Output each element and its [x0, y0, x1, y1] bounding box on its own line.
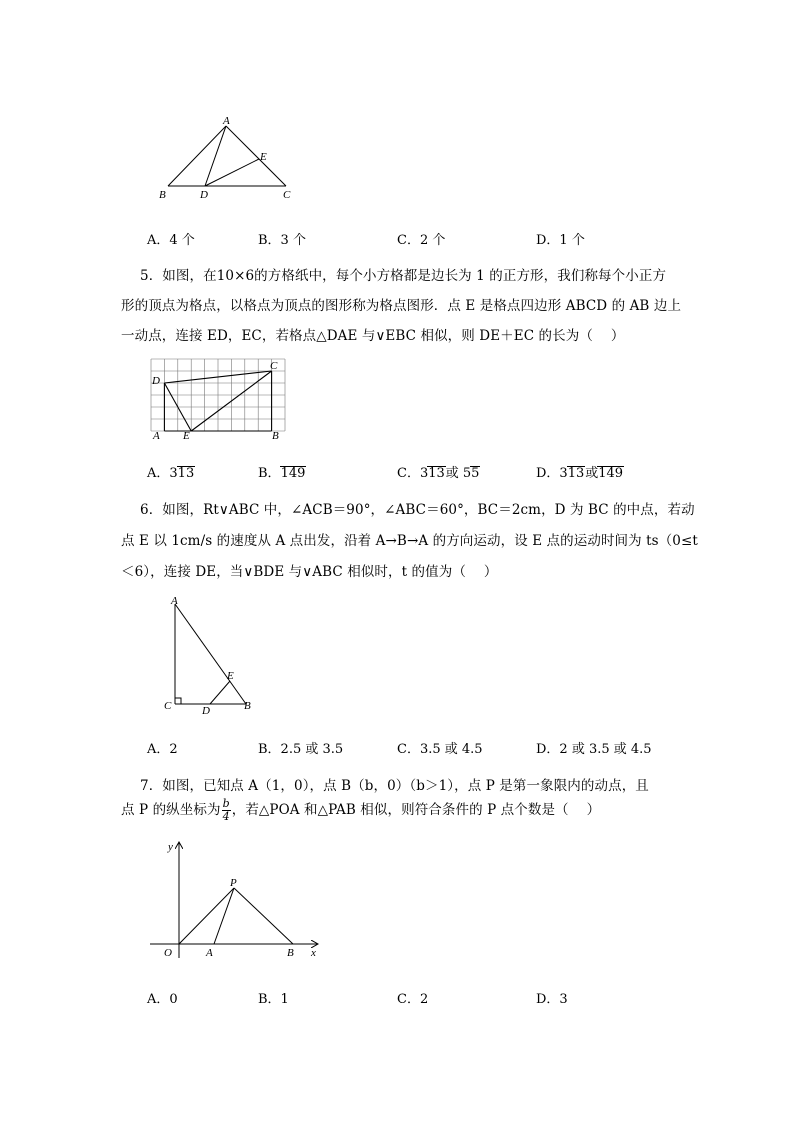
- q5-text-line1: 5．如图，在10×6的方格纸中，每个小方格都是边长为 1 的正方形，我们称每个小正方: [140, 268, 667, 284]
- label-c: C: [164, 700, 172, 712]
- q7-option-d[interactable]: D．3: [536, 992, 568, 1007]
- label-b: B: [287, 947, 294, 959]
- label-y: y: [168, 841, 173, 853]
- label-e: E: [260, 151, 267, 163]
- label-o: O: [164, 947, 172, 959]
- q6-text-line1: 6．如图，Rt∨ABC 中，∠ACB＝90°，∠ABC＝60°，BC＝2cm，D 为 BC 的中点，若动: [140, 502, 695, 518]
- triangle-figure-q4: [150, 112, 310, 204]
- q5-option-d[interactable]: D．313或149: [536, 466, 624, 481]
- q6-option-d[interactable]: D．2 或 3.5 或 4.5: [536, 742, 652, 757]
- segment-ac: [226, 126, 286, 186]
- q7-option-a[interactable]: A．0: [147, 992, 178, 1007]
- label-b: B: [244, 700, 251, 712]
- q5-option-b[interactable]: B．149: [258, 466, 306, 481]
- q6-text-line3: ＜6），连接 DE，当∨BDE 与∨ABC 相似时，t 的值为（ ）: [121, 564, 498, 580]
- segment-ab: [168, 126, 226, 186]
- coordinate-figure-q7: [146, 838, 326, 964]
- q5-option-c[interactable]: C．313或 55: [397, 466, 480, 481]
- q5-text-line2: 形的顶点为格点，以格点为顶点的图形称为格点图形．点 E 是格点四边形 ABCD 的 AB 边上: [121, 298, 682, 314]
- label-d: D: [202, 705, 210, 716]
- q4-option-b[interactable]: B．3 个: [258, 233, 306, 248]
- q5-text-line3: 一动点，连接 ED，EC，若格点△DAE 与∨EBC 相似，则 DE＋EC 的长为（ ）: [121, 328, 625, 344]
- q5-option-a[interactable]: A．313: [147, 466, 195, 481]
- q6-option-b[interactable]: B．2.5 或 3.5: [258, 742, 344, 757]
- label-e: E: [183, 430, 190, 440]
- q6-option-a[interactable]: A．2: [147, 742, 178, 757]
- q7-option-c[interactable]: C．2: [397, 992, 429, 1007]
- q7-text-line2: 点 P 的纵坐标为 $\frac{b}{4}$ ，若△POA 和△PAB 相似，则符合条件的 P 点个数是（ ）: [121, 797, 601, 824]
- q4-option-a[interactable]: A．4 个: [147, 233, 195, 248]
- label-c: C: [283, 189, 291, 201]
- label-d: D: [152, 375, 160, 387]
- q7-text-line1: 7．如图，已知点 A（1，0），点 B（b，0）（b＞1），点 P 是第一象限内的动点，且: [140, 778, 649, 794]
- label-c: C: [270, 360, 278, 372]
- grid-figure-q5: [146, 354, 290, 440]
- label-b: B: [159, 189, 166, 201]
- label-x: x: [311, 947, 316, 959]
- q4-option-d[interactable]: D．1 个: [536, 233, 585, 248]
- label-d: D: [200, 189, 208, 201]
- label-a: A: [223, 115, 230, 127]
- label-e: E: [227, 670, 234, 682]
- right-triangle-figure-q6: [160, 592, 260, 716]
- q6-text-line2: 点 E 以 1cm/s 的速度从 A 点出发，沿着 A→B→A 的方向运动，设 E 点的运动时间为 ts（0≤t: [121, 533, 698, 549]
- q6-option-c[interactable]: C．3.5 或 4.5: [397, 742, 483, 757]
- label-a: A: [153, 430, 160, 440]
- fraction-b-over-4: $\frac{b}{4}$: [222, 797, 230, 824]
- q7-option-b[interactable]: B．1: [258, 992, 289, 1007]
- label-a: A: [171, 595, 178, 607]
- label-p: P: [230, 877, 237, 889]
- label-a: A: [206, 947, 213, 959]
- label-b: B: [272, 430, 279, 440]
- q4-option-c[interactable]: C．2 个: [397, 233, 446, 248]
